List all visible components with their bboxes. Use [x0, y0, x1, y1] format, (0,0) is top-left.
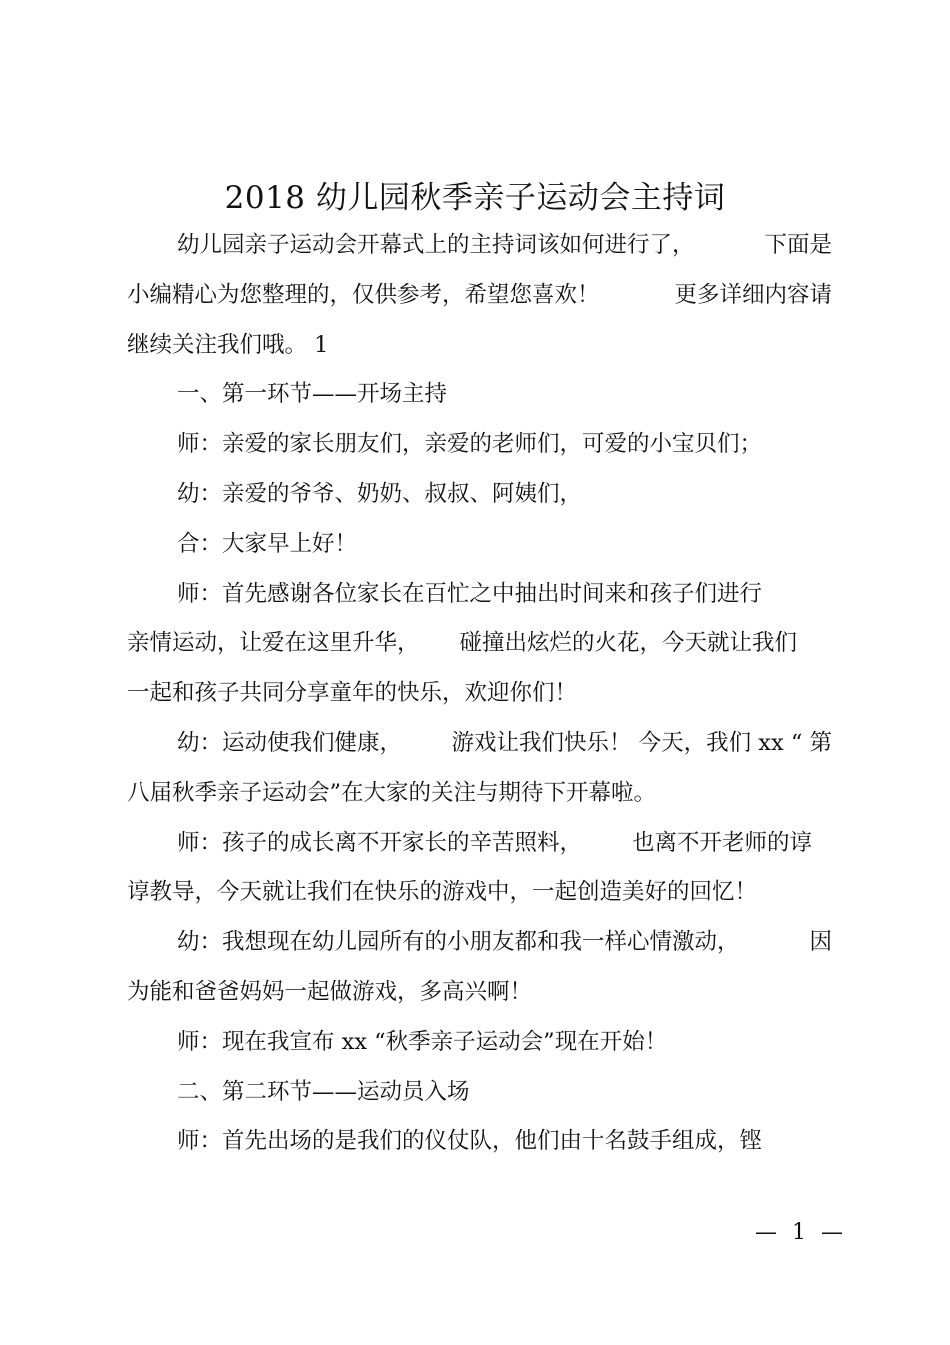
text-line: [127, 678, 832, 708]
text-line: [177, 230, 832, 260]
text-segment: 继续关注我们哦。 1: [127, 332, 329, 358]
page-number: — 1 —: [755, 1220, 847, 1245]
text-line: [177, 1126, 832, 1156]
text-line: [127, 778, 832, 808]
text-segment: 下面是: [764, 232, 832, 258]
text-segment: 幼：我想现在幼儿园所有的小朋友都和我一样心情激动，: [177, 929, 740, 955]
text-segment: 为能和爸爸妈妈一起做游戏，多高兴啊！: [127, 979, 533, 1005]
text-segment: 师：孩子的成长离不开家长的辛苦照料，: [177, 830, 583, 856]
text-line: [177, 927, 832, 957]
document-title: 2018 幼儿园秋季亲子运动会主持词: [224, 180, 726, 216]
text-segment: 因: [809, 929, 832, 955]
text-segment: 二、第二环节——运动员入场: [177, 1079, 470, 1105]
text-line: [177, 828, 812, 858]
text-line: [177, 728, 832, 758]
section-heading: [177, 379, 832, 409]
text-segment: 游戏让我们快乐！ 今天，我们 xx “ 第: [451, 730, 832, 756]
text-line: [127, 877, 832, 907]
text-segment: 也离不开老师的谆: [631, 830, 812, 856]
text-line: [177, 479, 832, 509]
text-segment: 小编精心为您整理的，仅供参考，希望您喜欢！: [127, 282, 600, 308]
text-segment: 幼：亲爱的爷爷、奶奶、叔叔、阿姨们，: [177, 481, 583, 507]
text-segment: 一起和孩子共同分享童年的快乐，欢迎你们！: [127, 680, 578, 706]
text-segment: 幼儿园亲子运动会开幕式上的主持词该如何进行了，: [177, 232, 695, 258]
text-segment: 更多详细内容请: [674, 282, 832, 308]
text-line: [177, 529, 832, 559]
text-line: [177, 1027, 832, 1057]
text-line: [127, 280, 832, 310]
section-heading: [177, 1077, 832, 1107]
text-line: [127, 628, 797, 658]
text-segment: 师：首先出场的是我们的仪仗队，他们由十名鼓手组成，铿: [177, 1128, 763, 1154]
text-segment: 师：现在我宣布 xx “秋季亲子运动会”现在开始！: [177, 1029, 668, 1055]
text-segment: 碰撞出炫烂的火花，今天就让我们: [459, 630, 797, 656]
text-line: [177, 429, 832, 459]
text-segment: 一、第一环节——开场主持: [177, 381, 448, 407]
text-segment: 师：亲爱的家长朋友们，亲爱的老师们，可爱的小宝贝们；: [177, 431, 763, 457]
text-segment: 幼：运动使我们健康，: [177, 730, 403, 756]
text-line: [177, 579, 832, 609]
text-line: [127, 977, 832, 1007]
text-segment: 亲情运动，让爱在这里升华，: [127, 630, 420, 656]
text-line: [127, 330, 832, 360]
text-segment: 八届秋季亲子运动会”在大家的关注与期待下开幕啦。: [127, 780, 657, 806]
text-segment: 谆教导，今天就让我们在快乐的游戏中，一起创造美好的回忆！: [127, 879, 758, 905]
text-segment: 合：大家早上好！: [177, 531, 358, 557]
text-segment: 师：首先感谢各位家长在百忙之中抽出时间来和孩子们进行: [177, 581, 763, 607]
